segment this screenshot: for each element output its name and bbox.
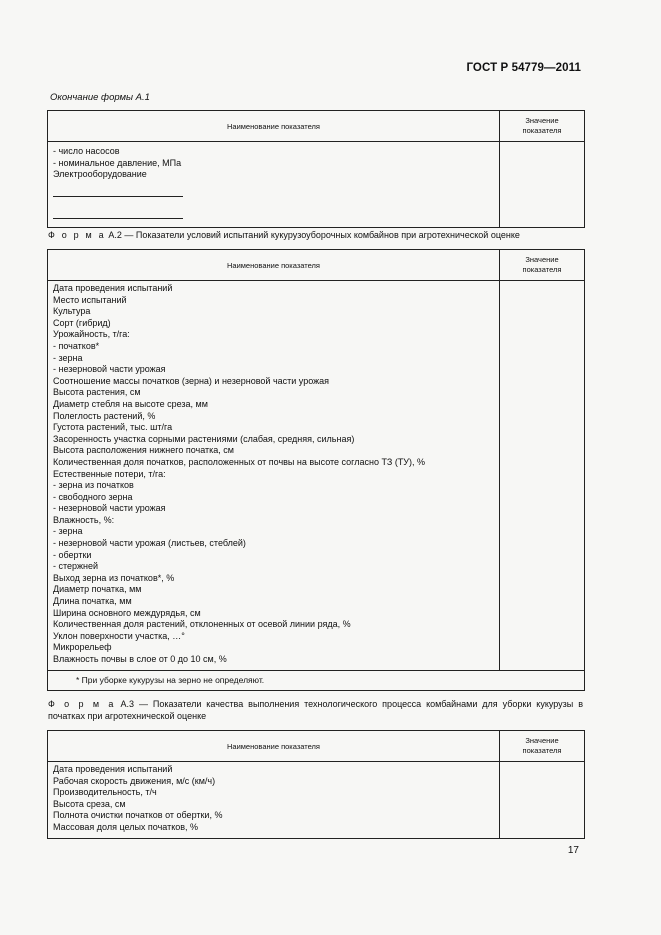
column-header-value-line1: Значение (525, 116, 559, 125)
list-item: Длина початка, мм (53, 596, 132, 607)
form-title: А.3 — Показатели качества выполнения технологического процесса комбайнами для уборки кукурузы в початках при агротехнической оценке (48, 699, 583, 721)
page-number: 17 (567, 845, 579, 856)
list-item: Высота расположения нижнего початка, см (53, 445, 234, 456)
list-item: - незерновой части урожая (листьев, стеблей) (53, 538, 246, 549)
list-item: - стержней (53, 561, 99, 572)
list-item: - свободного зерна (53, 491, 133, 502)
list-item: Сорт (гибрид) (53, 317, 111, 328)
list-item: Рабочая скорость движения, м/с (км/ч) (53, 775, 216, 786)
column-header-value (500, 731, 585, 762)
document-id: ГОСТ Р 54779—2011 (466, 62, 581, 74)
list-item: Полеглость растений, % (53, 410, 156, 421)
table-body-values (500, 142, 585, 228)
list-item: Массовая доля целых початков, % (53, 821, 199, 832)
column-header-name: Наименование показателя (48, 250, 500, 281)
column-header-value-line2: показателя (522, 126, 562, 135)
table-footnote-cell (48, 670, 585, 690)
list-item: Диаметр стебля на высоте среза, мм (53, 398, 208, 409)
list-item: Диаметр початка, мм (53, 584, 142, 595)
continuation-caption: Окончание формы А.1 (50, 92, 150, 103)
list-item: Высота растения, см (53, 387, 141, 398)
blank-line (53, 187, 183, 197)
column-header-value-line2: показателя (522, 746, 562, 755)
table-body-values (500, 762, 585, 839)
list-item: Высота среза, см (53, 798, 126, 809)
list-item: Влажность, %: (53, 514, 115, 525)
list-item: Производительность, т/ч (53, 787, 157, 798)
form-a3-caption (48, 698, 583, 722)
list-item: - номинальное давление, МПа (53, 157, 182, 168)
form-label: Ф о р м а (48, 699, 116, 709)
list-item: Количественная доля початков, расположенных от почвы на высоте согласно ТЗ (ТУ), % (53, 456, 426, 467)
list-item: Густота растений, тыс. шт/га (53, 422, 173, 433)
table-form-a3 (47, 730, 585, 839)
form-label: Ф о р м а (48, 230, 106, 240)
list-item: Количественная доля растений, отклоненных от осевой линии ряда, % (53, 619, 351, 630)
column-header-value (500, 111, 585, 142)
list-item: Полнота очистки початков от обертки, % (53, 810, 223, 821)
list-item: - незерновой части урожая (53, 503, 166, 514)
list-item: Засоренность участка сорными растениями (слабая, средняя, сильная) (53, 433, 355, 444)
list-item: Культура (53, 306, 91, 317)
list-item: - зерна из початков (53, 480, 134, 491)
column-header-name: Наименование показателя (48, 731, 500, 762)
column-header-value-line1: Значение (525, 255, 559, 264)
list-item: Электрооборудование (53, 169, 147, 180)
column-header-value-line1: Значение (525, 736, 559, 745)
list-item: Дата проведения испытаний (53, 764, 173, 774)
list-item: Выход зерна из початков*, % (53, 572, 175, 583)
blank-line (53, 209, 183, 219)
list-item: Соотношение массы початков (зерна) и незерновой части урожая (53, 375, 330, 386)
table-form-a1 (47, 110, 585, 228)
list-item: - початков* (53, 340, 100, 351)
column-header-value-line2: показателя (522, 265, 562, 274)
list-item: Микрорельеф (53, 642, 112, 653)
table-body-names (48, 762, 500, 839)
column-header-name: Наименование показателя (48, 111, 500, 142)
list-item: - обертки (53, 549, 92, 560)
table-body-names (48, 281, 500, 671)
list-item: - зерна (53, 352, 83, 363)
list-item: Естественные потери, т/га: (53, 468, 166, 479)
list-item: Место испытаний (53, 294, 127, 305)
table-body-values (500, 281, 585, 671)
form-title: А.2 — Показатели условий испытаний кукурузоуборочных комбайнов при агротехнической оценке (105, 230, 520, 240)
list-item: Дата проведения испытаний (53, 283, 173, 293)
table-body-names (48, 142, 500, 228)
list-item: - зерна (53, 526, 83, 537)
list-item: - число насосов (53, 146, 120, 156)
list-item: Ширина основного междурядья, см (53, 607, 201, 618)
form-a2-caption (48, 229, 583, 241)
footnote: * При уборке кукурузы на зерно не определяют. (76, 674, 265, 685)
list-item: - незерновой части урожая (53, 364, 166, 375)
list-item: Уклон поверхности участка, …° (53, 630, 185, 641)
list-item: Влажность почвы в слое от 0 до 10 см, % (53, 654, 227, 664)
column-header-value (500, 250, 585, 281)
table-form-a2 (47, 249, 585, 691)
list-item: Урожайность, т/га: (53, 329, 130, 340)
